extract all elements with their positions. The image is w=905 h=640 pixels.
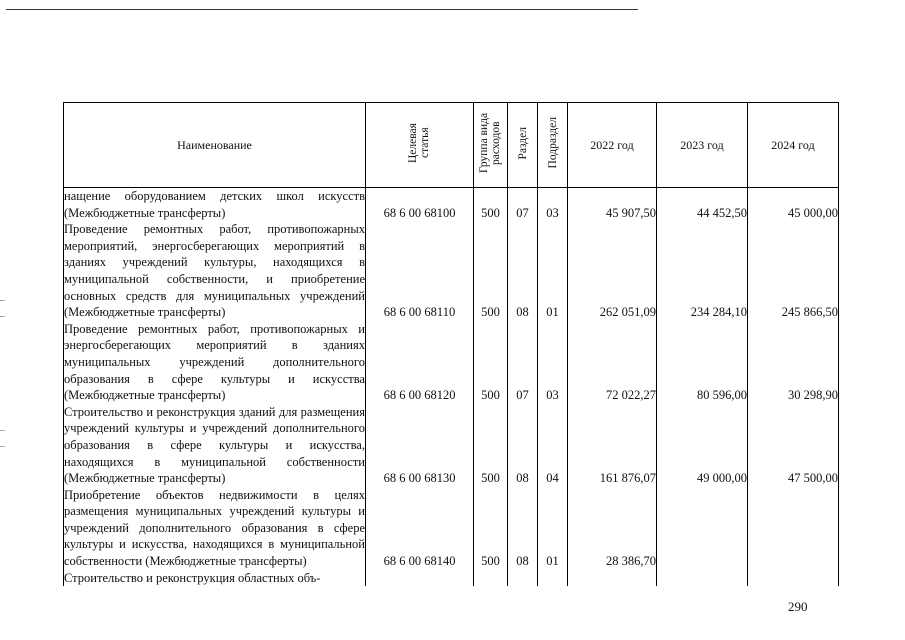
- row-2024: 47 500,00: [748, 404, 839, 487]
- row-2023: [657, 570, 748, 587]
- row-2023: 80 596,00: [657, 321, 748, 404]
- row-name: Проведение ремонтных работ, противопожарных мероприятий, энергосберегающих мероприятий в зданиях учреждений культуры, находящихся в муниципальной собственности, и приобретение основных средств для муниципальных учреждений (Межбюджетные трансферты): [64, 222, 365, 320]
- budget-table: [63, 102, 839, 586]
- row-target: 68 6 00 68100: [366, 188, 474, 222]
- header-2022: 2022 год: [568, 103, 657, 188]
- page-number: 290: [788, 599, 808, 614]
- row-target: 68 6 00 68140: [366, 487, 474, 570]
- row-subsection: 01: [538, 221, 568, 321]
- row-2024: [748, 570, 839, 587]
- row-group: 500: [474, 404, 508, 487]
- row-section: 08: [508, 221, 538, 321]
- row-2022: [568, 570, 657, 587]
- margin-tick: [0, 446, 5, 447]
- row-group: [474, 570, 508, 587]
- header-section: Раздел: [508, 103, 538, 188]
- row-2023: [657, 487, 748, 570]
- row-subsection: 03: [538, 321, 568, 404]
- margin-tick: [0, 316, 5, 317]
- header-2024: 2024 год: [748, 103, 839, 188]
- header-2023: 2023 год: [657, 103, 748, 188]
- table-row: [64, 188, 839, 222]
- row-section: 07: [508, 321, 538, 404]
- row-section: 08: [508, 487, 538, 570]
- header-subsection: Подраздел: [538, 103, 568, 188]
- row-2024: 30 298,90: [748, 321, 839, 404]
- row-name: Строительство и реконструкция областных объ-: [64, 570, 366, 587]
- row-target: 68 6 00 68110: [366, 221, 474, 321]
- scan-top-line: [6, 9, 638, 10]
- row-target: 68 6 00 68130: [366, 404, 474, 487]
- table-row: [64, 221, 839, 321]
- margin-tick: [0, 300, 5, 301]
- row-name: Строительство и реконструкция зданий для размещения учреждений культуры и учреждений дополнительного образования в сфере культуры и искусства, находящихся в муниципальной собственности (Межбюджетные трансферты): [64, 404, 365, 486]
- table-row: [64, 321, 839, 404]
- row-group: 500: [474, 188, 508, 222]
- header-group: Группа вида расходов: [474, 103, 508, 188]
- header-target: Целевая статья: [366, 103, 474, 188]
- row-name: нащение оборудованием детских школ искусств (Межбюджетные трансферты): [64, 189, 365, 220]
- row-2023: 49 000,00: [657, 404, 748, 487]
- header-name: Наименование: [64, 103, 366, 188]
- table-header-row: [64, 103, 839, 188]
- table-row: [64, 570, 839, 587]
- row-2022: 72 022,27: [568, 321, 657, 404]
- row-2023: 234 284,10: [657, 221, 748, 321]
- row-target: 68 6 00 68120: [366, 321, 474, 404]
- row-subsection: 03: [538, 188, 568, 222]
- row-section: [508, 570, 538, 587]
- row-2024: 245 866,50: [748, 221, 839, 321]
- row-name: Проведение ремонтных работ, противопожарных и энергосберегающих мероприятий в зданиях муниципальных учреждений дополнительного образования в сфере культуры и искусства (Межбюджетные трансферты): [64, 321, 365, 403]
- row-2024: 45 000,00: [748, 188, 839, 222]
- row-2024: [748, 487, 839, 570]
- margin-tick: [0, 430, 5, 431]
- row-group: 500: [474, 487, 508, 570]
- row-2023: 44 452,50: [657, 188, 748, 222]
- row-subsection: 04: [538, 404, 568, 487]
- row-name: Приобретение объектов недвижимости в целях размещения муниципальных учреждений культуры и учреждений дополнительного образования в сфере культуры и искусства, находящихся в муниципальной собственности (Межбюджетные трансферты): [64, 487, 365, 569]
- row-target: [366, 570, 474, 587]
- row-2022: 161 876,07: [568, 404, 657, 487]
- row-subsection: 01: [538, 487, 568, 570]
- row-2022: 45 907,50: [568, 188, 657, 222]
- row-2022: 28 386,70: [568, 487, 657, 570]
- row-subsection: [538, 570, 568, 587]
- row-section: 08: [508, 404, 538, 487]
- row-2022: 262 051,09: [568, 221, 657, 321]
- row-section: 07: [508, 188, 538, 222]
- row-group: 500: [474, 221, 508, 321]
- row-group: 500: [474, 321, 508, 404]
- table-row: [64, 404, 839, 487]
- table-row: [64, 487, 839, 570]
